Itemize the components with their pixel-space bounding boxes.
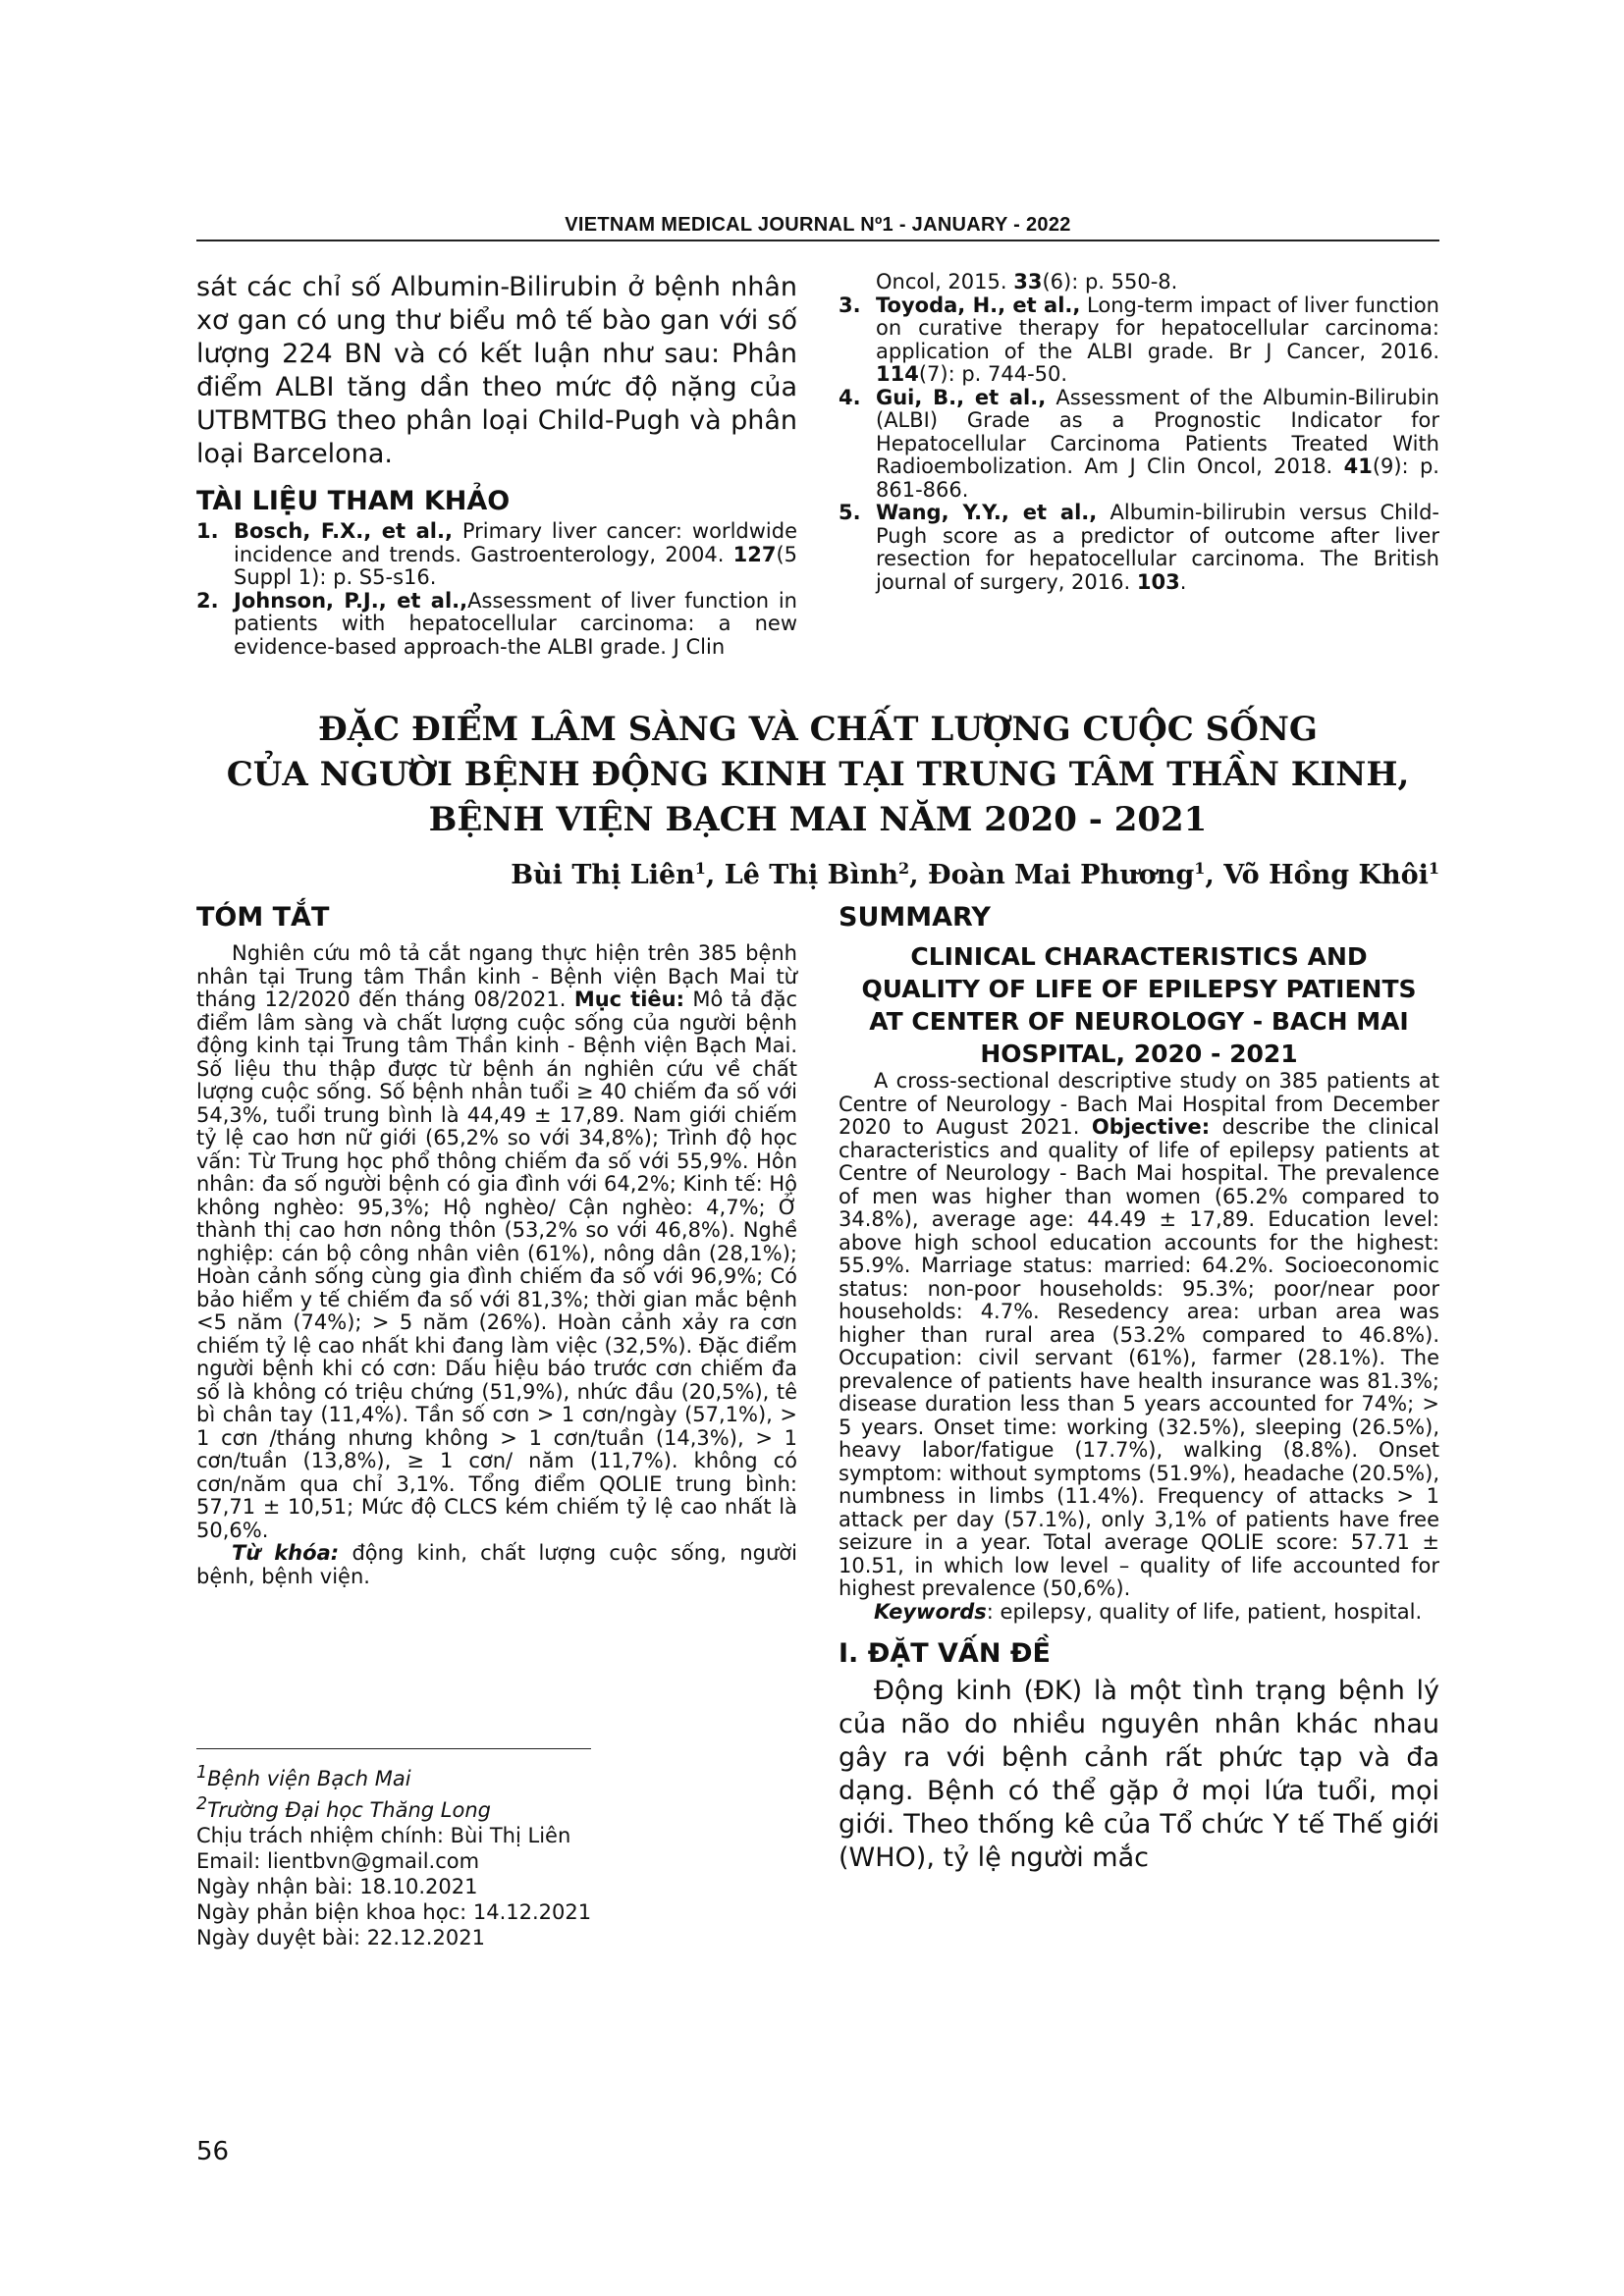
date-received: Ngày nhận bài: 18.10.2021 <box>196 1875 478 1898</box>
article-title <box>196 707 1439 842</box>
vn-abstract-text-part2: Mô tả đặc điểm lâm sàng và chất lượng cuộc sống của người bệnh động kinh tại Trung tâm Thần kinh - Bệnh viện Bạch Mai. Số liệu thu thập được từ bệnh án nghiên cứu về chất lượng cuộc sống. Số bệnh nhân tuổi ≥ 40 chiếm đa số với 54,3%, tuổi trung bình là 44,49 ± 17,89. Nam giới chiếm tỷ lệ cao hơn nữ giới (65,2% so với 34,8%); Trình độ học vấn: Từ Trung học phổ thông chiếm đa số với 55,9%. Hôn nhân: đa số người bệnh có gia đình với 64,2%; Kinh tế: Hộ không nghèo: 95,3%; Hộ nghèo/ Cận nghèo: 4,7%; Ở thành thị cao hơn nông thôn (53,2% so với 46,8%). Nghề nghiệp: cán bộ công nhân viên (61%), nông dân (28,1%); Hoàn cảnh sống cùng gia đình chiếm đa số với 96,9%; Có bảo hiểm y tế chiếm đa số với 81,3%; thời gian mắc bệnh <5 năm (74%); > 5 năm (26%). Hoàn cảnh xảy ra cơn chiếm tỷ lệ cao nhất khi đang làm việc (32,5%). Đặc điểm người bệnh khi có cơn: Dấu hiệu báo trước cơn chiếm đa số là không có triệu chứng (51,9%), nhức đầu (20,5%), tê bì chân tay (11,4%). Tần số cơn > 1 cơn/ngày (57,1%), > 1 cơn /tháng nhưng không > 1 cơn/tuần (14,3%), > 1 cơn/tuần (13,8%), ≥ 1 cơn/ năm (11,7%). không có cơn/năm qua chỉ 3,1%. Tổng điểm QOLIE trung bình: 57,71 ± 10,51; Mức độ CLCS kém chiếm tỷ lệ cao nhất là 50,6%. <box>196 988 798 1542</box>
prev-conclusion: sát các chỉ số Albumin-Bilirubin ở bệnh nhân xơ gan có ung thư biểu mô tế bào gan với số lượng 224 BN và có kết luận như sau: Phân điểm ALBI tăng dần theo mức độ nặng của UTBMTBG theo phân loại Child-Pugh và phân loại Barcelona. <box>196 272 797 469</box>
author-name: Lê Thị Bình <box>724 860 899 890</box>
reference-text <box>234 590 797 660</box>
reference-item <box>196 590 797 660</box>
reference-number: 1. <box>196 519 219 543</box>
author-name: Võ Hồng Khôi <box>1223 860 1429 890</box>
reference-body: Albumin-bilirubin versus Child-Pugh score as a predictor of outcome after liver resection for hepatocellular carcinoma. The British journal of surgery, 2016. <box>876 501 1439 594</box>
reference-number: 4. <box>839 385 861 409</box>
intro-heading: I. ĐẶT VẤN ĐỀ <box>839 1638 1051 1669</box>
reference-body: Primary liver cancer: worldwide incidence and trends. Gastroenterology, 2004. <box>234 519 797 566</box>
en-abstract-text-part2: describe the clinical characteristics and quality of life of epilepsy patients at Centre of Neurology - Bach Mai hospital. The prevalence of men was higher than women (65.2% compared to 34.8%), average age: 44.49 ± 17,89. Education level: above high school education accounts for the highest: 55.9%. Marriage status: married: 64.2%. Socioeconomic status: non-poor households: 95.3%; poor/near poor households: 4.7%. Resedency area: urban area was higher than rural area (53.2% compared to 46.8%). Occupation: civil servant (61%), farmer (28.1%). The prevalence of patients have health insurance was 81.3%; disease duration less than 5 years accounted for 74%; > 5 years. Onset time: working (32.5%), sleeping (26.5%), heavy labor/fatigue (17.7%), walking (8.8%). Onset symptom: without symptoms (51.9%), headache (20.5%), numbness in limbs (11.4%). Frequency of attacks > 1 attack per day (57.1%), only 3,1% of patients have free seizure in a year. Total average QOLIE score: 57.71 ± 10.51, in which low level – quality of life accounted for highest prevalence (50,6%). <box>839 1115 1439 1600</box>
author-affiliation: 1 <box>1428 859 1439 878</box>
reference-number: 2. <box>196 588 219 613</box>
reference-authors: Toyoda, H., et al., <box>876 293 1081 317</box>
affiliation-2-text: Trường Đại học Thăng Long <box>207 1798 491 1822</box>
reference-volume: 103 <box>1136 569 1180 594</box>
reference-authors: Gui, B., et al., <box>876 385 1047 409</box>
reference-number: 5. <box>839 501 861 524</box>
author-separator: , <box>909 860 928 890</box>
en-objective-label: Objective: <box>1091 1115 1211 1139</box>
en-keywords-text: : epilepsy, quality of life, patient, hospital. <box>986 1599 1423 1624</box>
en-article-title <box>839 940 1439 1070</box>
reference-item <box>839 502 1439 594</box>
intro-text: Động kinh (ĐK) là một tình trạng bệnh lý của não do nhiều nguyên nhân khác nhau gây ra với bệnh cảnh rất phức tạp và đa dạng. Bệnh có thể gặp ở mọi lứa tuổi, mọi giới. Theo thống kê của Tổ chức Y tế Thế giới (WHO), tỷ lệ người mắc <box>839 1676 1439 1873</box>
author-affiliation: 2 <box>898 859 910 878</box>
reference-text <box>876 502 1439 594</box>
reference-authors: Johnson, P.J., et al., <box>234 588 468 613</box>
reference-pages: (6): p. 550-8. <box>1042 270 1178 294</box>
reference-authors: Bosch, F.X., et al., <box>234 519 453 543</box>
reference-pages: (9): p. 861-866. <box>876 454 1439 502</box>
vn-objective-label: Mục tiêu: <box>573 988 684 1011</box>
en-keywords <box>839 1601 1439 1625</box>
en-keywords-label: Keywords <box>874 1599 987 1624</box>
en-abstract-heading: SUMMARY <box>839 902 991 933</box>
reference-body: Assessment of the Albumin-Bilirubin (ALBI) Grade as a Prognostic Indicator for Hepatocellular Carcinoma Patients Treated With Radioembolization. Am J Clin Oncol, 2018. <box>876 385 1439 478</box>
affiliation-1: $^1$Bệnh viện Bạch Mai <box>196 1763 411 1790</box>
vn-abstract-text-part1: Nghiên cứu mô tả cắt ngang thực hiện trên 385 bệnh nhân tại Trung tâm Thần kinh - Bệnh viện Bạch Mai từ tháng 12/2020 đến tháng 08/2021. <box>196 941 797 1011</box>
date-accepted: Ngày duyệt bài: 22.12.2021 <box>196 1926 485 1949</box>
vn-abstract <box>196 901 797 1588</box>
reference-text <box>234 520 797 590</box>
references-list-left <box>196 520 797 659</box>
en-title-line: QUALITY OF LIFE OF EPILEPSY PATIENTS <box>861 975 1417 1003</box>
en-abstract-body <box>839 1070 1439 1601</box>
date-reviewed: Ngày phản biện khoa học: 14.12.2021 <box>196 1900 592 1924</box>
author-separator: , <box>705 860 725 890</box>
affiliation-1-text: Bệnh viện Bạch Mai <box>207 1767 411 1790</box>
en-abstract-text-part1: A cross-sectional descriptive study on 385 patients at Centre of Neurology - Bach Mai Hospital from December 2020 to August 2021. <box>839 1069 1439 1139</box>
vn-keywords <box>196 1542 797 1588</box>
article-title-line: BỆNH VIỆN BẠCH MAI NĂM 2020 - 2021 <box>428 800 1208 839</box>
reference-volume: 127 <box>732 542 777 566</box>
footnotes <box>196 1760 785 1950</box>
reference-pages: (7): p. 744-50. <box>918 362 1068 386</box>
reference-pages: . <box>1179 569 1187 594</box>
reference-volume: 114 <box>876 362 919 386</box>
reference-volume: 33 <box>1013 270 1043 294</box>
en-abstract <box>839 901 1439 1875</box>
vn-abstract-body <box>196 942 797 1542</box>
footnote-rule <box>196 1748 591 1749</box>
reference-body-part1: Assessment of liver function in patients with hepatocellular carcinoma: a new evidence-based approach-the ALBI grade. J Clin <box>234 588 797 659</box>
reference-item <box>839 294 1439 387</box>
author-name: Bùi Thị Liên <box>511 860 695 890</box>
references-list-right <box>839 271 1439 594</box>
en-title-line: AT CENTER OF NEUROLOGY - BACH MAI <box>869 1007 1409 1036</box>
email: Email: lientbvn@gmail.com <box>196 1849 480 1873</box>
en-title-line: HOSPITAL, 2020 - 2021 <box>980 1040 1298 1068</box>
reference-item <box>196 520 797 590</box>
author-affiliation: 1 <box>694 859 706 878</box>
responsible-author: Chịu trách nhiệm chính: Bùi Thị Liên <box>196 1824 571 1847</box>
reference-text <box>876 294 1439 387</box>
reference-number: 3. <box>839 293 861 317</box>
reference-2-continued: Oncol, 2015. 33(6): p. 550-8. <box>876 270 1178 294</box>
article-authors <box>196 852 1439 892</box>
author-affiliation: 1 <box>1194 859 1206 878</box>
reference-text <box>876 387 1439 503</box>
references-heading: TÀI LIỆU THAM KHẢO <box>196 486 511 516</box>
reference-item <box>839 387 1439 503</box>
en-title-line: CLINICAL CHARACTERISTICS AND <box>910 942 1368 971</box>
journal-header: VIETNAM MEDICAL JOURNAL Nº1 - JANUARY - 2022 <box>565 214 1071 236</box>
header-rule <box>196 240 1439 241</box>
reference-pages: (5 Suppl 1): p. S5-s16. <box>234 542 797 589</box>
author-separator: , <box>1205 860 1224 890</box>
vn-abstract-heading: TÓM TẮT <box>196 902 330 933</box>
reference-body: Long-term impact of liver function on curative therapy for hepatocellular carcinoma: application of the ALBI grade. Br J Cancer, 2016. <box>876 293 1439 363</box>
reference-authors: Wang, Y.Y., et al., <box>876 501 1098 524</box>
page-number: 56 <box>196 2137 230 2166</box>
article-title-line: ĐẶC ĐIỂM LÂM SÀNG VÀ CHẤT LƯỢNG CUỘC SỐNG <box>318 710 1318 749</box>
affiliation-2: $^2$Trường Đại học Thăng Long <box>196 1794 491 1822</box>
vn-keywords-label: Từ khóa: <box>232 1541 340 1565</box>
vn-keywords-text: động kinh, chất lượng cuộc sống, người bệnh, bệnh viện. <box>196 1541 797 1588</box>
author-name: Đoàn Mai Phương <box>927 860 1195 890</box>
prev-article-left-column <box>196 271 797 659</box>
article-title-line: CỦA NGƯỜI BỆNH ĐỘNG KINH TẠI TRUNG TÂM THẦN KINH, <box>226 755 1410 794</box>
reference-volume: 41 <box>1343 454 1373 478</box>
